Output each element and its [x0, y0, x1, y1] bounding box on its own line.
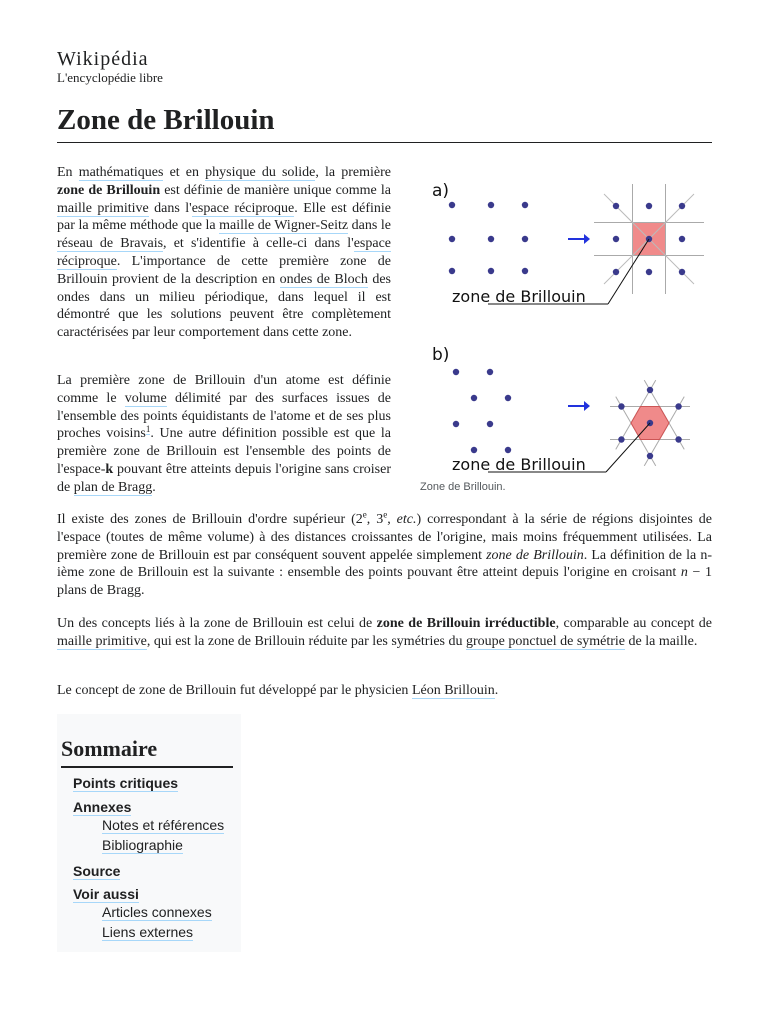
link-plan-de-bragg[interactable]: plan de Bragg — [73, 479, 153, 495]
square-zone-group — [488, 184, 704, 304]
lattice-point — [679, 203, 685, 209]
arrow-head-a — [584, 234, 590, 244]
lattice-point — [449, 236, 455, 242]
link-reseau-de-bravais[interactable]: réseau de Bravais — [57, 236, 164, 252]
lattice-point — [487, 369, 493, 375]
pointer-line — [606, 423, 650, 472]
page-title: Zone de Brillouin — [57, 100, 712, 143]
arrow-head-b — [584, 401, 590, 411]
text: − 1 plans de Bragg. — [57, 565, 712, 599]
square-lattice — [449, 202, 528, 274]
paragraph-irreducible — [57, 615, 712, 651]
lattice-point — [646, 269, 652, 275]
hexagonal-lattice — [453, 369, 511, 453]
text: , qui est la zone de Brillouin réduite par les symétries du — [146, 633, 467, 649]
text: , la première — [315, 165, 391, 180]
toc-item-points-critiques[interactable]: Points critiques — [73, 775, 179, 791]
link-volume[interactable]: volume — [124, 390, 167, 406]
paragraph-history — [57, 682, 712, 700]
lattice-point — [618, 436, 624, 442]
text: est définie de manière unique comme la — [160, 182, 391, 198]
text: de la maille. — [625, 633, 698, 649]
toc-title: Sommaire — [61, 736, 158, 761]
italic-text: etc. — [396, 512, 417, 527]
link-physique-du-solide[interactable]: physique du solide — [205, 165, 316, 180]
toc-item-voir-aussi[interactable]: Voir aussi — [73, 886, 139, 902]
logo-tagline: L'encyclopédie libre — [57, 70, 163, 85]
lattice-point — [679, 269, 685, 275]
paragraph-higher-zones — [57, 511, 712, 600]
toc-item-notes[interactable]: Notes et références — [102, 817, 225, 833]
lattice-point — [647, 453, 653, 459]
link-ondes-de-bloch[interactable]: ondes de Bloch — [279, 271, 368, 287]
italic-text: zone de Brillouin — [486, 547, 584, 563]
text: des ondes dans un milieu périodique, dans lequel il est démontré que les solutions peuvent être complètement caractérisées par leur comportement dans cette zone. — [57, 271, 391, 341]
lattice-point — [487, 421, 493, 427]
logo-wordmark: Wikipédia — [57, 48, 149, 70]
paragraph-intro — [57, 164, 391, 342]
text: , — [387, 512, 397, 527]
brillouin-diagram — [418, 172, 718, 482]
wikipedia-logo[interactable] — [57, 48, 163, 85]
text: . L'importance de cette première zone de Brillouin provient de la description en — [57, 253, 391, 287]
toc-item-bibliographie[interactable]: Bibliographie — [102, 837, 183, 853]
zone-label-a: zone de Brillouin — [452, 287, 586, 306]
text: , comparable au concept de — [555, 616, 712, 631]
link-maille-primitive-2[interactable]: maille primitive — [57, 633, 147, 649]
lattice-point — [675, 436, 681, 442]
text: , 3 — [366, 512, 384, 527]
lattice-point — [471, 447, 477, 453]
lattice-point — [449, 268, 455, 274]
lattice-point — [453, 421, 459, 427]
lattice-point — [471, 395, 477, 401]
text: Un des concepts liés à la zone de Brillouin est celui de — [57, 616, 377, 631]
text: Le concept de zone de Brillouin fut développé par le physicien — [57, 683, 412, 698]
lattice-point — [613, 203, 619, 209]
text: délimité par des surfaces issues de l'ensemble des points équidistants de l'atome et de ses plus proches voisins — [57, 390, 391, 442]
zone-label-b: zone de Brillouin — [452, 455, 586, 474]
text: dans l' — [148, 200, 192, 216]
link-leon-brillouin[interactable]: Léon Brillouin — [411, 683, 495, 698]
table-of-contents — [57, 714, 241, 952]
link-espace-reciproque[interactable]: espace réciproque — [191, 200, 295, 216]
text: ) correspondant à la série de régions disjointes de l'espace (toutes de même volume) à des distances croissantes de l'origine, mais moins fréquemment utilisées. La première zone de Brillouin est par conséquent souvent appelée simplement — [57, 512, 712, 563]
lattice-point — [522, 236, 528, 242]
lattice-point — [522, 202, 528, 208]
lattice-point — [488, 268, 494, 274]
link-mathematiques[interactable]: mathématiques — [78, 165, 164, 180]
lattice-point — [647, 387, 653, 393]
text: . — [152, 479, 156, 495]
lattice-point — [522, 268, 528, 274]
toc-item-annexes[interactable]: Annexes — [73, 799, 132, 815]
lattice-point — [505, 447, 511, 453]
toc-item-liens-externes[interactable]: Liens externes — [102, 924, 194, 940]
lattice-point — [488, 236, 494, 242]
figure-label-a: a) — [432, 181, 450, 201]
toc-item-source[interactable]: Source — [73, 863, 121, 879]
text: dans le — [348, 218, 391, 234]
link-espace-reciproque-2[interactable]: espace réciproque — [57, 236, 391, 269]
text: . La définition de la n-ième zone de Brillouin est la suivante : ensemble des points pouvant être atteint depuis l'origine en croisant — [57, 547, 713, 581]
figure-caption: Zone de Brillouin. — [420, 481, 506, 493]
lattice-point — [646, 203, 652, 209]
text: La première zone de Brillouin d'un atome est définie comme le — [57, 373, 391, 406]
toc-item-articles-connexes[interactable]: Articles connexes — [102, 904, 212, 920]
paragraph-definition — [57, 372, 391, 497]
lattice-point — [675, 403, 681, 409]
bold-term: zone de Brillouin irréductible — [376, 616, 556, 631]
lattice-point — [453, 369, 459, 375]
bold-term: zone de Brillouin — [57, 182, 161, 198]
text: Il existe des zones de Brillouin d'ordre supérieur (2 — [57, 512, 363, 527]
text: , et s'identifie à celle-ci dans l' — [163, 236, 354, 252]
reference-1[interactable]: 1 — [145, 423, 151, 434]
text: pouvant être atteints depuis l'origine sans croiser de — [57, 461, 391, 495]
text: . — [494, 683, 499, 698]
link-maille-primitive[interactable]: maille primitive — [57, 200, 149, 216]
text: En — [57, 165, 79, 180]
lattice-point — [613, 269, 619, 275]
bold-term: k — [105, 461, 114, 477]
brillouin-figure[interactable] — [418, 172, 718, 497]
text: . Elle est définie par la même méthode que la — [57, 200, 392, 234]
text: et en — [163, 165, 206, 180]
lattice-point — [505, 395, 511, 401]
lattice-point — [488, 202, 494, 208]
lattice-point — [679, 236, 685, 242]
link-groupe-ponctuel[interactable]: groupe ponctuel de symétrie — [466, 633, 626, 649]
link-maille-wigner-seitz[interactable]: maille de Wigner-Seitz — [219, 218, 349, 234]
superscript: e — [362, 509, 367, 520]
figure-label-b: b) — [432, 345, 450, 365]
text: . Une autre définition possible est que la première zone de Brillouin est l'ensemble des points de l'espace- — [57, 426, 391, 477]
italic-text: n — [680, 565, 688, 581]
toc-divider — [61, 766, 233, 768]
lattice-point — [613, 236, 619, 242]
superscript: e — [383, 509, 388, 520]
lattice-point — [449, 202, 455, 208]
lattice-point — [618, 403, 624, 409]
